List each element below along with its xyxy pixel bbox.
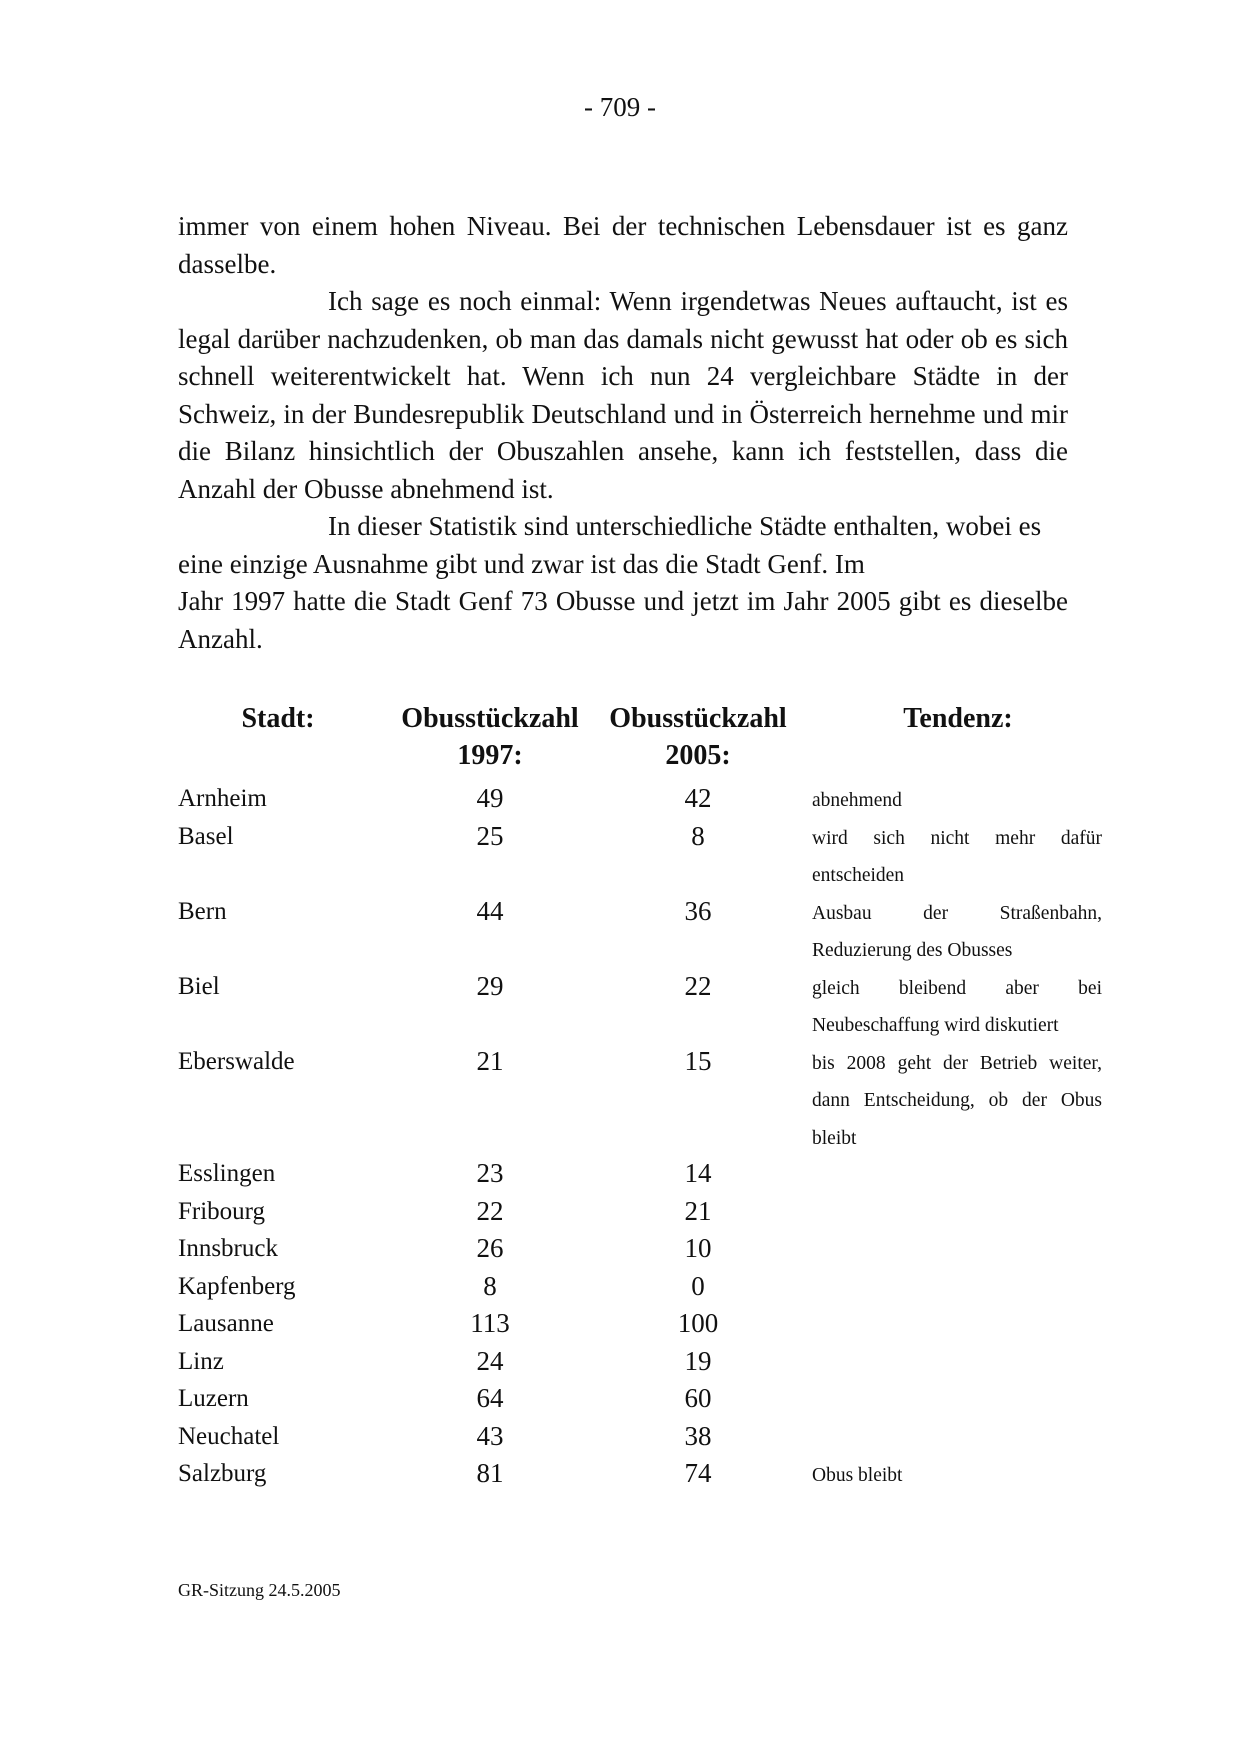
- cell-city: Biel: [178, 972, 220, 1000]
- cell-count-1997: 29: [476, 970, 504, 1001]
- cell-trend: wird sich nicht mehr dafür entscheiden: [812, 827, 1102, 886]
- table-row: [0, 780, 1240, 818]
- paragraph: Jahr 1997 hatte die Stadt Genf 73 Obusse und jetzt im Jahr 2005 gibt es dieselbe Anzahl.: [178, 586, 1068, 654]
- table-row: [0, 818, 1240, 893]
- cell-city: Arnheim: [178, 785, 267, 812]
- header-city: Stadt:: [241, 703, 315, 734]
- table-row: [0, 1268, 1240, 1306]
- obus-statistics-table: [0, 700, 1240, 1493]
- cell-count-2005: 74: [684, 1458, 712, 1488]
- cell-trend: abnehmend: [812, 790, 902, 811]
- cell-city: Esslingen: [178, 1160, 276, 1187]
- cell-count-2005: 8: [691, 820, 705, 851]
- cell-city: Salzburg: [178, 1460, 267, 1487]
- page-number: - 709 -: [584, 92, 656, 122]
- cell-count-2005: 36: [684, 895, 712, 926]
- table-row: [0, 1455, 1240, 1493]
- header-count-1997-line1: Obusstückzahl: [401, 703, 579, 734]
- cell-count-1997: 44: [476, 895, 504, 926]
- cell-city: Basel: [178, 822, 234, 850]
- table-row: [0, 1343, 1240, 1381]
- cell-count-2005: 14: [684, 1158, 712, 1188]
- cell-trend: bis 2008 geht der Betrieb weiter, dann Entscheidung, ob der Obus bleibt: [812, 1052, 1102, 1149]
- cell-count-1997: 113: [470, 1308, 510, 1338]
- cell-count-1997: 26: [476, 1233, 504, 1263]
- cell-count-1997: 64: [476, 1383, 504, 1413]
- cell-count-2005: 22: [684, 970, 712, 1001]
- header-count-1997-line2: 1997:: [457, 740, 523, 771]
- cell-count-1997: 8: [483, 1270, 497, 1301]
- cell-count-2005: 15: [684, 1045, 712, 1076]
- cell-trend: Ausbau der Straßenbahn, Reduzierung des Obusses: [812, 902, 1102, 961]
- cell-count-2005: 19: [684, 1345, 712, 1376]
- header-trend: Tendenz:: [903, 703, 1013, 734]
- header-count-2005-line1: Obusstückzahl: [609, 703, 787, 734]
- cell-count-2005: 100: [677, 1308, 719, 1338]
- cell-count-2005: 10: [684, 1233, 712, 1263]
- footer-session-date: GR-Sitzung 24.5.2005: [178, 1580, 341, 1600]
- cell-city: Neuchatel: [178, 1422, 280, 1450]
- table-row: [0, 1155, 1240, 1193]
- cell-count-1997: 25: [476, 820, 504, 851]
- cell-city: Linz: [178, 1347, 224, 1375]
- table-row: [0, 968, 1240, 1043]
- header-count-1997: [390, 700, 590, 774]
- cell-city: Fribourg: [178, 1197, 266, 1225]
- table-row: [0, 893, 1240, 968]
- cell-city: Bern: [178, 897, 227, 925]
- body-text: [178, 208, 1068, 658]
- header-count-2005: [598, 700, 798, 774]
- cell-count-1997: 22: [476, 1195, 504, 1226]
- cell-city: Kapfenberg: [178, 1272, 296, 1300]
- cell-count-1997: 81: [476, 1458, 504, 1488]
- cell-city: Innsbruck: [178, 1235, 278, 1262]
- table-row: [0, 1418, 1240, 1456]
- cell-city: Luzern: [178, 1385, 249, 1412]
- table-row: [0, 1305, 1240, 1343]
- cell-city: Lausanne: [178, 1310, 274, 1337]
- table-row: [0, 1193, 1240, 1231]
- table-row: [0, 1380, 1240, 1418]
- cell-count-2005: 38: [684, 1420, 712, 1451]
- cell-count-2005: 0: [691, 1270, 705, 1301]
- table-row: [0, 1230, 1240, 1268]
- table-header: [0, 700, 1240, 780]
- cell-trend: Obus bleibt: [812, 1465, 903, 1486]
- cell-count-2005: 60: [684, 1383, 712, 1413]
- cell-count-2005: 42: [684, 783, 712, 813]
- cell-count-1997: 49: [476, 783, 504, 813]
- cell-trend: gleich bleibend aber bei Neubeschaffung wird diskutiert: [812, 977, 1102, 1036]
- paragraph: Ich sage es noch einmal: Wenn irgendetwas Neues auftaucht, ist es legal darüber nachzudenken, ob man das damals nicht gewusst hat oder ob es sich schnell weiterentwickelt hat. Wenn ich nun 24 vergleichbare Städte in der Schweiz, in der Bundesrepublik Deutschland und in Österreich hernehme und mir die Bilanz hinsichtlich der Obuszahlen ansehe, kann ich feststellen, dass die Anzahl der Obusse abnehmend ist.: [178, 286, 1068, 504]
- table-row: [0, 1043, 1240, 1156]
- cell-count-1997: 43: [476, 1420, 504, 1451]
- paragraph: immer von einem hohen Niveau. Bei der technischen Lebensdauer ist es ganz dasselbe.: [178, 211, 1068, 279]
- header-count-2005-line2: 2005:: [665, 740, 731, 771]
- cell-count-1997: 24: [476, 1345, 504, 1376]
- cell-count-1997: 23: [476, 1158, 504, 1188]
- cell-count-2005: 21: [684, 1195, 712, 1226]
- paragraph: In dieser Statistik sind unterschiedliche Städte enthalten, wobei es eine einzige Ausnahme gibt und zwar ist das die Stadt Genf. Im: [178, 511, 1042, 579]
- cell-city: Eberswalde: [178, 1047, 295, 1075]
- cell-count-1997: 21: [476, 1045, 504, 1076]
